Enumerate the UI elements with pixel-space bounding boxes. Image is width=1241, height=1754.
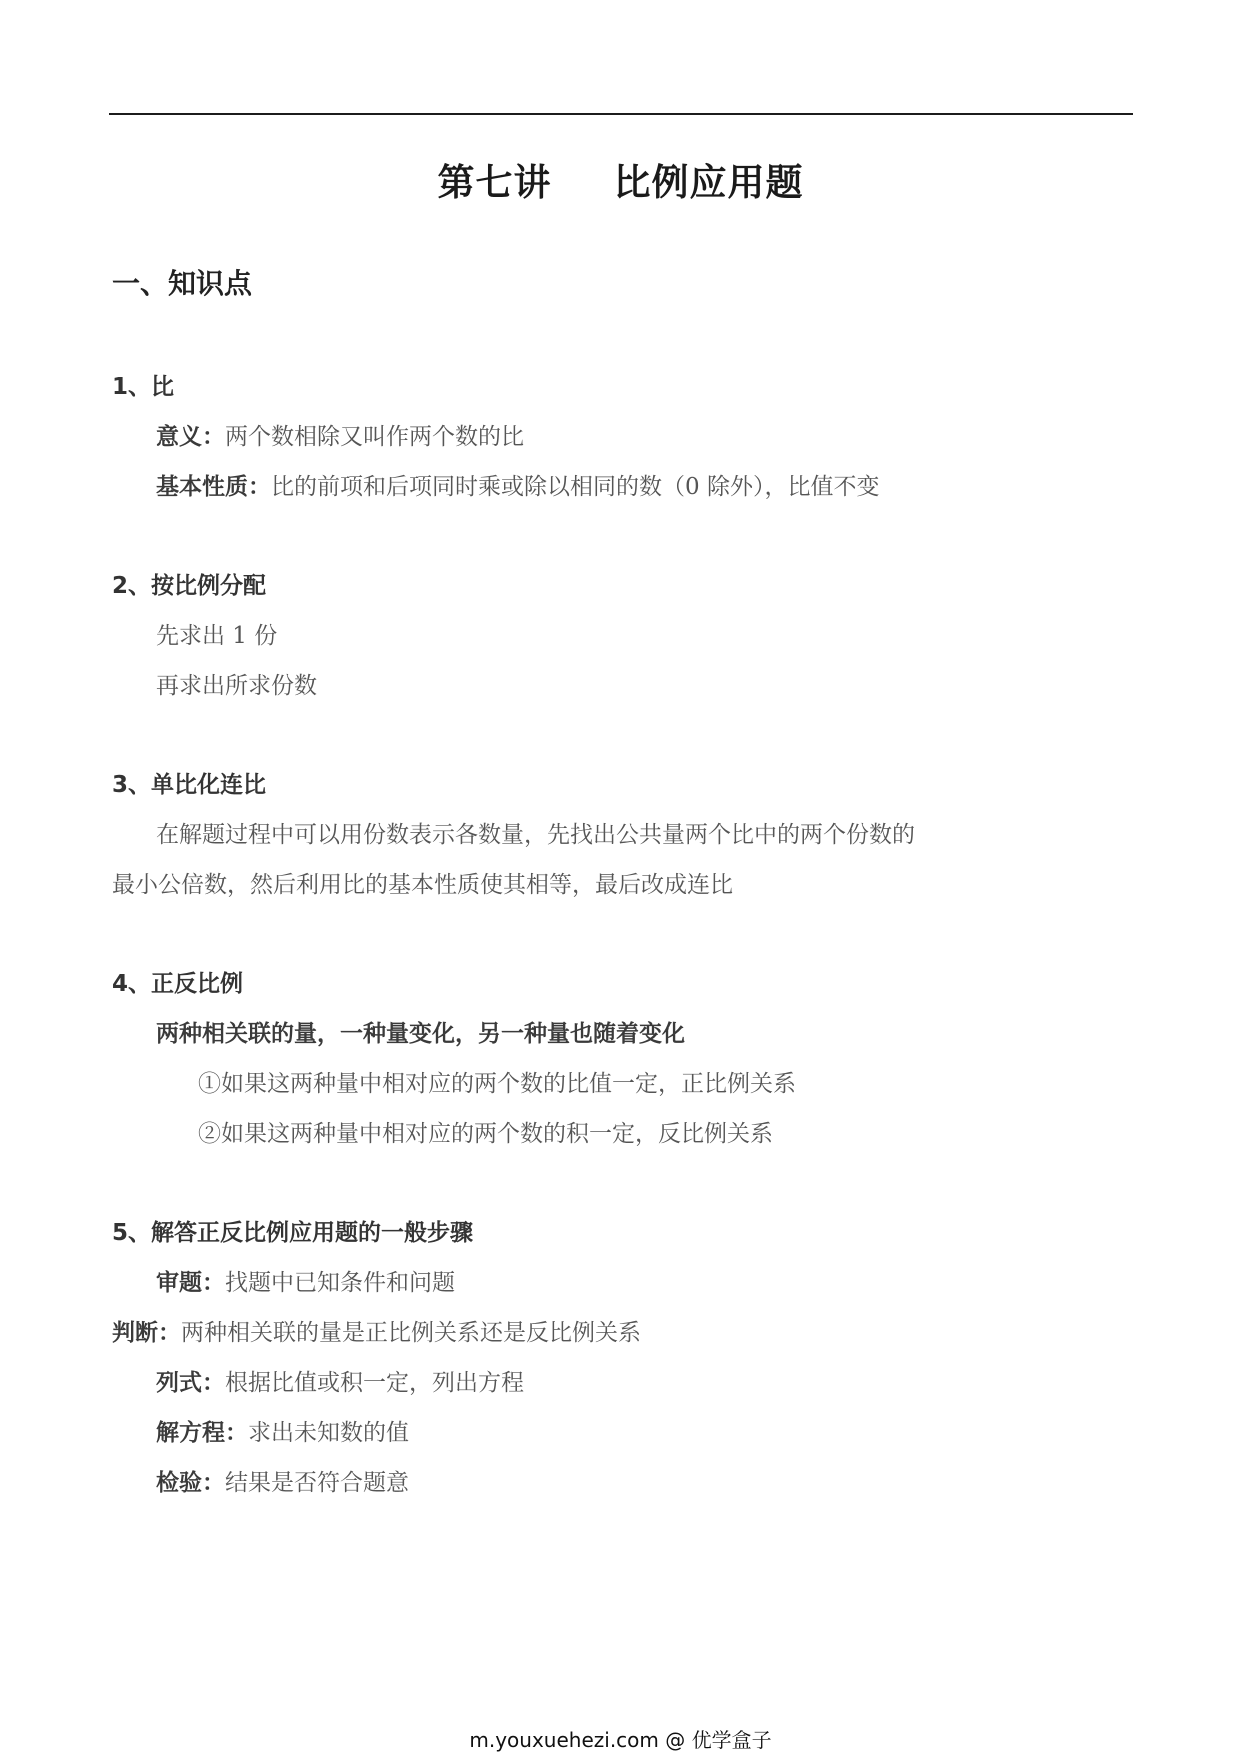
title-topic: 比例应用题: [613, 161, 804, 204]
s4-item1: ①如果这两种量中相对应的两个数的比值一定，正比例关系: [198, 1071, 796, 1097]
page-title: [0, 152, 1241, 206]
s1-property-text: 比的前项和后项同时乘或除以相同的数（0 除外），比值不变: [271, 474, 880, 500]
s3-line1: 在解题过程中可以用份数表示各数量，先找出公共量两个比中的两个份数的: [156, 822, 915, 848]
s5-step-review: [156, 1268, 455, 1298]
section-heading: 一、知识点: [112, 267, 253, 300]
s4-lead: 两种相关联的量，一种量变化，另一种量也随着变化: [156, 1021, 685, 1047]
s2-heading: 2、按比例分配: [112, 573, 267, 599]
s1-meaning-label: 意义：: [156, 424, 225, 450]
step-label: 解方程：: [156, 1420, 248, 1446]
step-label: 检验：: [156, 1470, 225, 1496]
s5-step-check: [156, 1468, 409, 1498]
title-lecture: 第七讲: [437, 161, 552, 204]
step-label: 审题：: [156, 1270, 225, 1296]
step-text: 找题中已知条件和问题: [225, 1270, 455, 1296]
s1-heading: 1、比: [112, 374, 175, 400]
s2-line1: 先求出 1 份: [156, 623, 278, 649]
s3-line2: 最小公倍数，然后利用比的基本性质使其相等，最后改成连比: [112, 872, 733, 898]
header-rule: [109, 113, 1133, 115]
s4-item2: ②如果这两种量中相对应的两个数的积一定，反比例关系: [198, 1121, 773, 1147]
s5-step-solve: [156, 1418, 409, 1448]
s4-heading: 4、正反比例: [112, 971, 244, 997]
s3-heading: 3、单比化连比: [112, 772, 267, 798]
step-label: 判断：: [112, 1320, 181, 1346]
s5-step-formula: [156, 1368, 524, 1398]
s1-property: [156, 472, 879, 502]
step-text: 根据比值或积一定，列出方程: [225, 1370, 524, 1396]
footer-watermark: m.youxuehezi.com @ 优学盒子: [469, 1728, 772, 1752]
s5-heading: 5、解答正反比例应用题的一般步骤: [112, 1220, 474, 1246]
step-text: 求出未知数的值: [248, 1420, 409, 1446]
s2-line2: 再求出所求份数: [156, 673, 317, 699]
s1-meaning-text: 两个数相除又叫作两个数的比: [225, 424, 524, 450]
s1-property-label: 基本性质：: [156, 474, 271, 500]
step-text: 结果是否符合题意: [225, 1470, 409, 1496]
step-label: 列式：: [156, 1370, 225, 1396]
s1-meaning: [156, 422, 524, 452]
s5-step-judge: [112, 1318, 641, 1348]
step-text: 两种相关联的量是正比例关系还是反比例关系: [181, 1320, 641, 1346]
